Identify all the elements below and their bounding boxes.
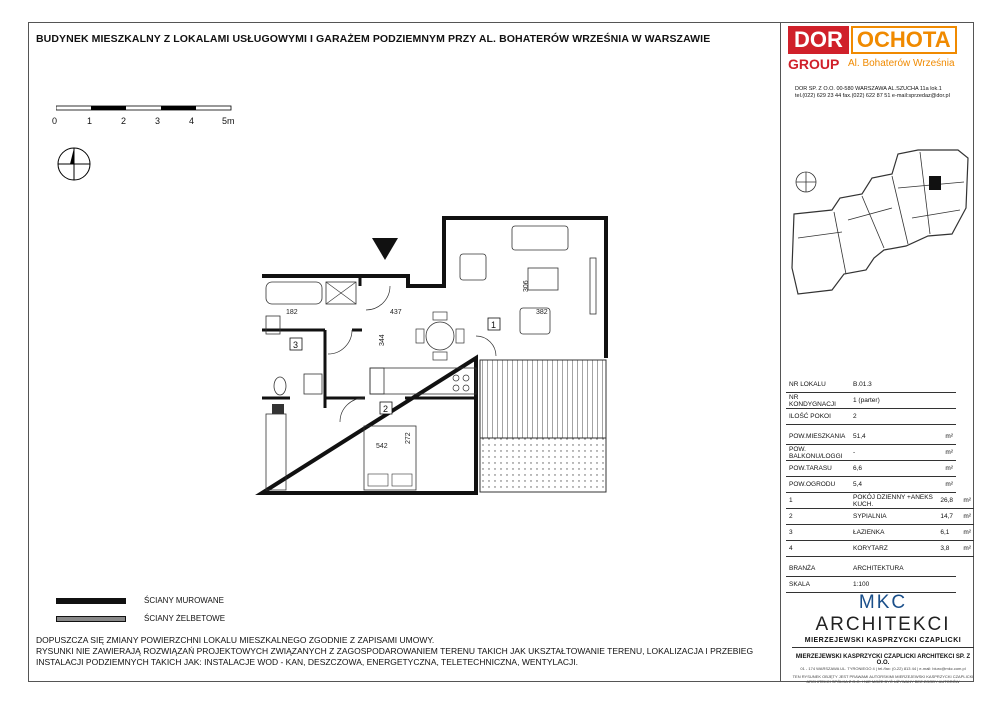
info-row: NR KONDYGNACJI 1 (parter) [786,393,974,409]
door-swings [328,286,496,422]
company-info [795,86,950,100]
floor-plan [240,208,620,500]
room-number: 3 [293,340,299,350]
logo-ochota: OCHOTA [851,26,957,54]
branza-row: BRANŻA ARCHITEKTURA [786,561,974,577]
dim-label: 542 [376,443,388,450]
entrance-marker-icon [372,238,398,260]
mkc-company: MIERZEJEWSKI KASPRZYCKI CZAPLICKI ARCHITEKCI SP. Z O.O. [795,654,971,666]
pillar [272,404,284,414]
coffee-table-icon [528,268,558,290]
company-line-2: tel.(022) 629 23 44 fax.(022) 622 87 51 e-mail:sprzedaz@dor.pl [795,93,950,99]
room-row: 1 POKÓJ DZIENNY +ANEKS KUCH. 26,8 m² [786,493,974,509]
scale-label: 5m [222,116,235,126]
mkc-address: 01 - 174 WARSZAWA UL. TYRONIEGO 4 | tel./fax: (0-22) 813 44 | e-mail: biuro@mkc.com.pl [800,666,966,671]
room-number: 1 [491,320,497,330]
scale-label: 3 [155,116,161,126]
dor-ochota-logo [788,26,957,72]
room-row: 2 SYPIALNIA 14,7 m² [786,509,974,525]
info-row: ILOŚĆ POKOI 2 [786,409,974,425]
info-row: POW.TARASU 6,6 m² [786,461,974,477]
note-line: DOPUSZCZA SIĘ ZMIANY POWIERZCHNI LOKALU MIESZKALNEGO ZGODNIE Z ZAPISAMI UMOWY. [36,635,435,645]
bathtub-icon [266,282,322,304]
skala-row: SKALA 1:100 [786,577,974,593]
scale-label: 0 [52,116,58,126]
swatch-zelbetowe [56,616,126,622]
dim-label: 272 [405,432,412,444]
scale-label: 2 [121,116,127,126]
garden [480,438,606,492]
info-row: NR LOKALU B.01.3 [786,377,974,393]
info-row: POW.OGRODU 5,4 m² [786,477,974,493]
scale-bar [56,104,236,114]
dim-label: 182 [286,309,298,316]
info-row: POW. BALKONU/LOGGI - m² [786,445,974,461]
mkc-logo: MKC ARCHITEKCI [815,592,951,635]
key-plan [788,148,972,296]
legend-label: ŚCIANY ŻELBETOWE [144,614,226,623]
dim-label: 344 [379,334,386,346]
legend-label: ŚCIANY MUROWANE [144,596,225,605]
toilet-icon [274,377,286,395]
architect-block [792,592,974,684]
swatch-murowane [56,598,126,604]
notes [36,635,753,668]
dim-label: 382 [536,309,548,316]
armchair-icon [460,254,486,280]
fridge-icon [370,368,384,394]
sheet-title: BUDYNEK MIESZKALNY Z LOKALAMI USŁUGOWYMI I GARAŻEM PODZIEMNYM PRZY AL. BOHATERÓW WRZEŚNIA W WARSZAWIE [36,33,711,45]
room-row: 3 ŁAZIENKA 6,1 m² [786,525,974,541]
mkc-subtitle: MIERZEJEWSKI KASPRZYCKI CZAPLICKI [792,637,974,648]
sofa-icon [512,226,568,250]
unit-highlight [929,176,941,190]
scale-label: 4 [189,116,195,126]
unit-info-table [786,377,974,593]
dim-label: 437 [390,309,402,316]
mkc-fineprint: TEN RYSUNEK OBJĘTY JEST PRAWAMI AUTORSKIMI MIERZEJEWSKI KASPRZYCKI CZAPLICKI [792,674,974,679]
hob-icon [453,375,459,381]
dim-label: 306 [523,280,530,292]
logo-group: GROUP [788,56,840,72]
room-row: 4 KORYTARZ 3,8 m² [786,541,974,557]
sheet-divider [780,22,781,682]
washer-icon [304,374,322,394]
info-row: POW.MIESZKANIA 51,4 m² [786,429,974,445]
mkc-fineprint: ARCHITEKCI SPÓŁKA Z O.O. I NIE MOŻE BYĆ UŻYWANY BEZ ZGODY AUTORÓW [806,679,960,684]
north-arrow-icon [56,146,92,182]
dining-table-icon [426,322,454,350]
tv-unit-icon [590,258,596,314]
terrace [480,360,606,438]
company-line-1: DOR SP. Z O.O. 00-580 WARSZAWA AL.SZUCHA 11a lok.1 [795,86,942,92]
room-number: 2 [383,404,389,414]
logo-subtitle: Al. Bohaterów Września [848,58,955,69]
logo-dor: DOR [788,26,849,54]
note-line: INSTALACJI PODZIEMNYCH TAKICH JAK: INSTALACJE WOD - KAN, DESZCZOWA, ENERGETYCZNA, TELETECHNICZNA, WENTYLACJI. [36,657,579,667]
note-line: RYSUNKI NIE ZAWIERAJĄ ROZWIĄZAŃ PROJEKTOWYCH ZWIĄZANYCH Z ZAGOSPODAROWANIEM TERENU TAKICH JAK UKSZTAŁTOWANIE TERENU, LOKALIZACJA I PRZEBIEG [36,646,754,656]
scale-label: 1 [87,116,93,126]
